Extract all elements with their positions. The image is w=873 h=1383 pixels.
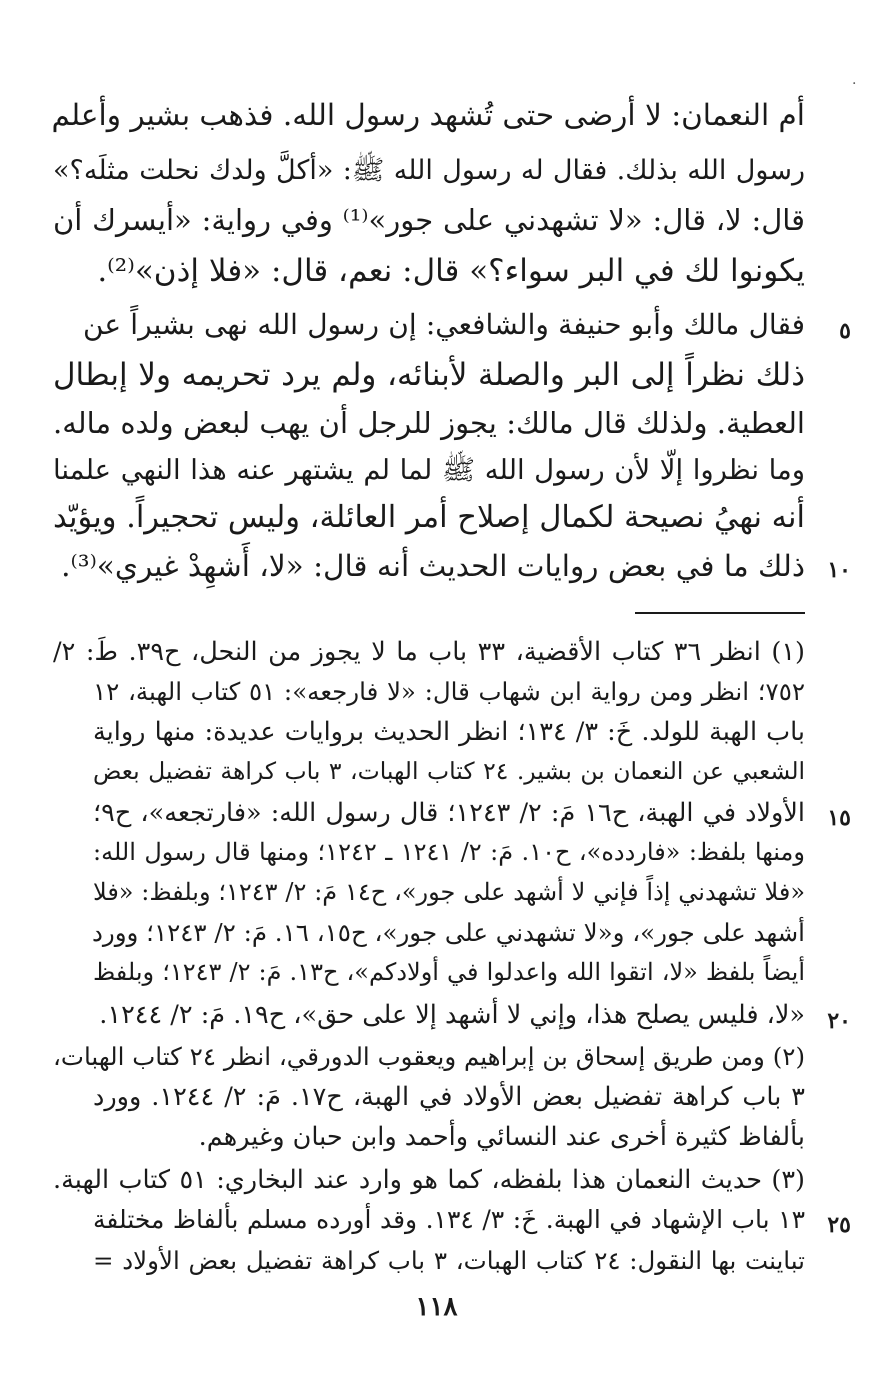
main-text-line: ذلك ما في بعض روايات الحديث أنه قال: «لا، أَشهِدْ غيري»⁽³⁾. [61, 549, 805, 583]
footnote-line: أشهد على جور»، و«لا تشهدني على جور»، ح١٥، ١٦. مَ: ٢/ ١٢٤٣؛ وورد [91, 918, 805, 947]
footnote-line: الشعبي عن النعمان بن بشير. ٢٤ كتاب الهبات، ٣ باب كراهة تفضيل بعض [93, 757, 806, 785]
footnote-line: بألفاظ كثيرة أخرى عند النسائي وأحمد وابن حبان وغيرهم. [198, 1122, 805, 1152]
footnote-line: تباينت بها النقول: ٢٤ كتاب الهبات، ٣ باب كراهة تفضيل بعض الأولاد = [93, 1246, 805, 1275]
line-number: ٢٥ [827, 1212, 851, 1238]
page-number: ١١٨ [415, 1292, 458, 1322]
main-text-line: وما نظروا إلّا لأن رسول الله ﷺ لما لم يشتهر عنه هذا النهي علمنا [53, 454, 805, 486]
margin-mark: · [852, 76, 857, 92]
footnote-line: ١٣ باب الإشهاد في الهبة. خَ: ٣/ ١٣٤. وقد أورده مسلم بألفاظ مختلفة [93, 1205, 805, 1234]
main-text-line: ذلك نظراً إلى البر والصلة لأبنائه، ولم يرد تحريمه ولا إبطال [53, 357, 805, 393]
footnote-line: (١) انظر ٣٦ كتاب الأقضية، ٣٣ باب ما لا يجوز من النحل، ح٣٩. طَ: ٢/ [53, 637, 805, 667]
main-text-line: رسول الله بذلك. فقال له رسول الله ﷺ: «أكلَّ ولدك نحلت مثلَه؟» [53, 155, 805, 186]
footnote-line: ومنها بلفظ: «فاردده»، ح١٠. مَ: ٢/ ١٢٤١ ـ ١٢٤٢؛ ومنها قال رسول الله: [93, 838, 805, 866]
line-number: ١٥ [827, 805, 851, 831]
main-text-line: أم النعمان: لا أرضى حتى تُشهد رسول الله. فذهب بشير وأعلم [51, 98, 805, 132]
footnote-line: (٣) حديث النعمان هذا بلفظه، كما هو وارد عند البخاري: ٥١ كتاب الهبة. [53, 1165, 805, 1195]
footnote-line: باب الهبة للولد. خَ: ٣/ ١٣٤؛ انظر الحديث بروايات عديدة: منها رواية [93, 717, 806, 747]
main-text-line: فقال مالك وأبو حنيفة والشافعي: إن رسول الله نهى بشيراً عن [83, 308, 805, 341]
footnote-line: أيضاً بلفظ «لا، اتقوا الله واعدلوا في أولادكم»، ح١٣. مَ: ٢/ ١٢٤٣؛ وبلفظ [93, 958, 805, 986]
main-text-line: يكونوا لك في البر سواء؟» قال: نعم، قال: «فلا إذن»⁽²⁾. [97, 253, 805, 289]
main-text-line: قال: لا، قال: «لا تشهدني على جور»⁽¹⁾ وفي رواية: «أيسرك أن [53, 203, 805, 237]
line-number: ١٠ [827, 557, 851, 583]
line-number: ٢٠ [827, 1008, 851, 1034]
footnote-line: «فلا تشهدني إذاً فإني لا أشهد على جور»، ح١٤ مَ: ٢/ ١٢٤٣؛ وبلفظ: «فلا [93, 878, 805, 906]
main-text-line: العطية. ولذلك قال مالك: يجوز للرجل أن يهب لبعض ولده ماله. [53, 406, 805, 440]
line-number: ٥ [839, 318, 851, 344]
footnote-separator [635, 612, 805, 614]
footnote-line: الأولاد في الهبة، ح١٦ مَ: ٢/ ١٢٤٣؛ قال رسول الله: «فارتجعه»، ح٩؛ [93, 798, 805, 828]
footnote-line: ٣ باب كراهة تفضيل بعض الأولاد في الهبة، ح١٧. مَ: ٢/ ١٢٤٤. وورد [93, 1082, 805, 1112]
footnote-line: (٢) ومن طريق إسحاق بن إبراهيم ويعقوب الدورقي، انظر ٢٤ كتاب الهبات، [53, 1042, 805, 1071]
footnote-line: «لا، فليس يصلح هذا، وإني لا أشهد إلا على حق»، ح١٩. مَ: ٢/ ١٢٤٤. [99, 1000, 805, 1030]
footnote-line: ٧٥٢؛ انظر ومن رواية ابن شهاب قال: «لا فارجعه»: ٥١ كتاب الهبة، ١٢ [93, 677, 806, 706]
main-text-line: أنه نهيُ نصيحة لكمال إصلاح أمر العائلة، وليس تحجيراً. ويؤيّد [52, 500, 805, 535]
